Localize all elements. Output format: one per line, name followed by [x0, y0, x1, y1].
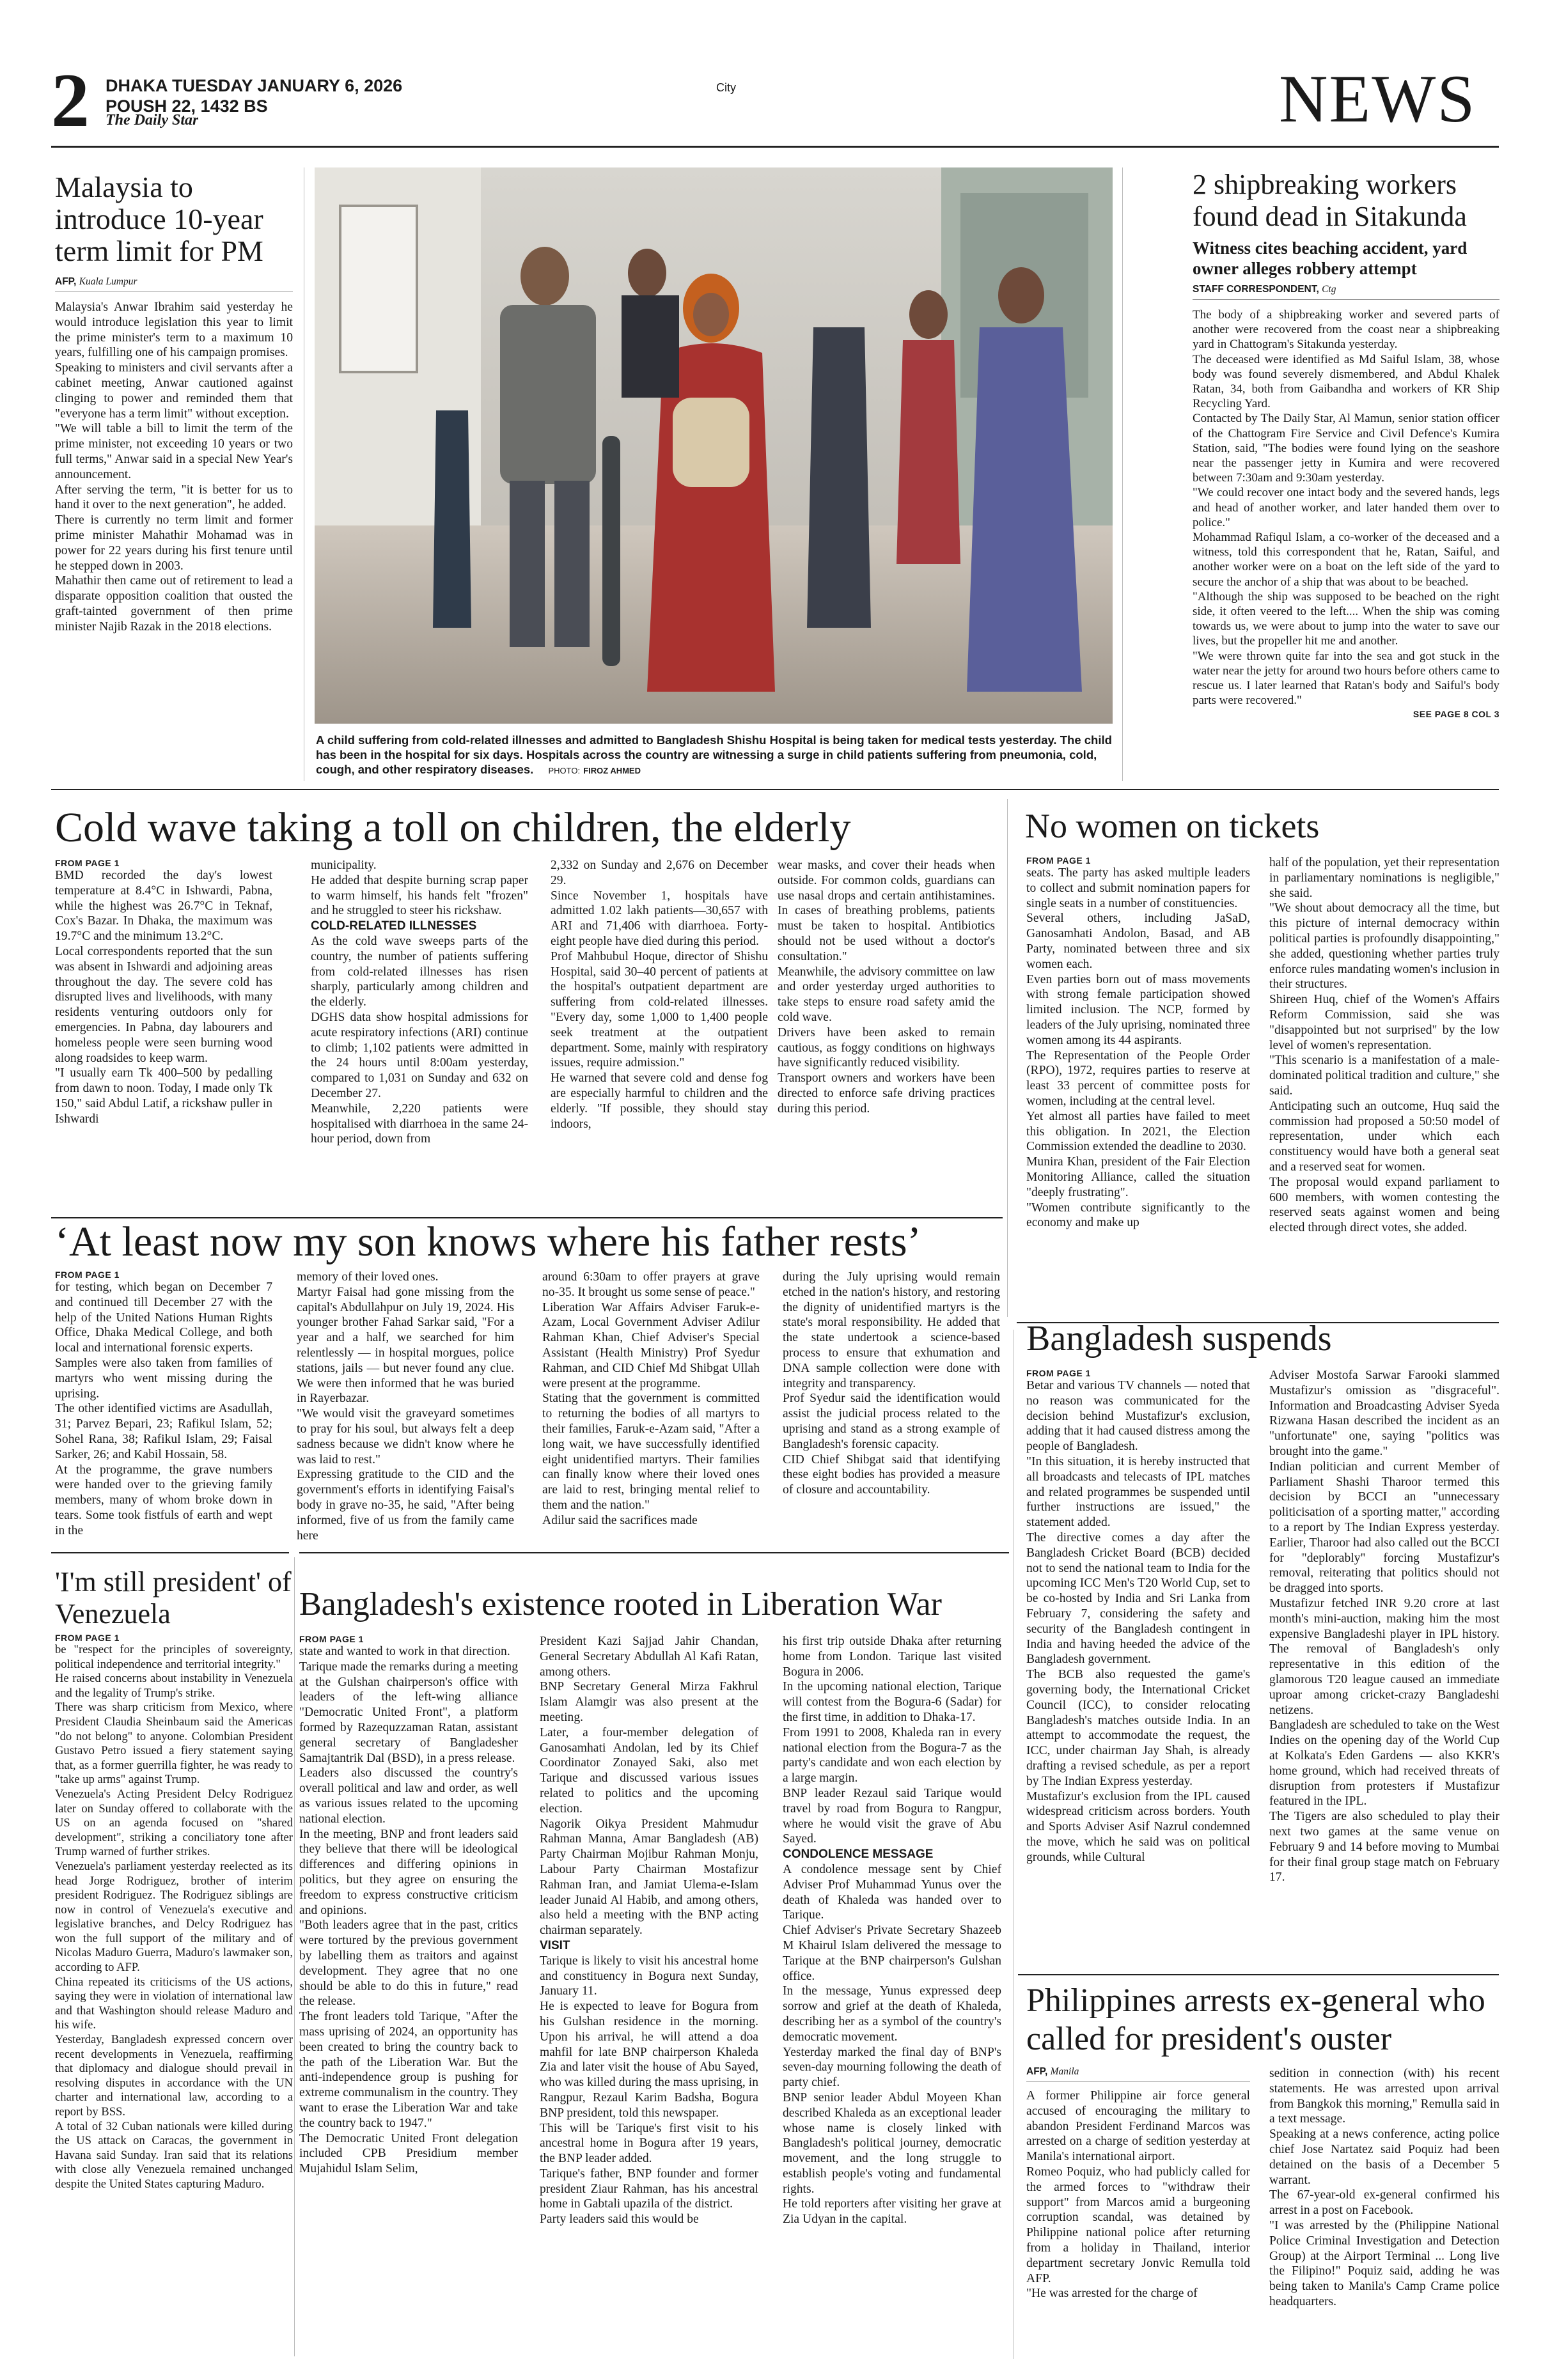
paragraph: "We were thrown quite far into the sea and got stuck in the water near the jetty for around two hours before others came to rescue us. I later learned that Ratan's body and Saiful's body parts were recovered."	[1193, 649, 1499, 708]
suspends-headline-wrap	[1026, 1318, 1499, 1359]
paragraph: The other identified victims are Asadullah, 31; Parvez Bepari, 23; Rafikul Islam, 52; Sohel Rana, 38; Rafikul Islam, 29; Faisal Sarker, 26; and Kabil Hossain, 58.	[55, 1402, 272, 1461]
paragraph: There was sharp criticism from Mexico, where President Claudia Sheinbaum said the Americas "do not belong" to anyone. Colombian President Gustavo Petro issued a fiery statement saying that, as a former guerrilla fighter, he was ready to "take up arms" against Trump.	[55, 1700, 293, 1787]
paragraph: Since November 1, hospitals have admitted 1.02 lakh patients—30,657 with ARI and 71,406 with diarrhoea. Forty-eight people have died during this period.	[551, 889, 768, 948]
paragraph: Speaking at a news conference, acting police chief Jose Nartatez said Poquiz had been detained on the basis of a December 5 warrant.	[1269, 2127, 1499, 2187]
paragraph: Mustafizur fetched INR 9.20 crore at last month's mini-auction, making him the most expensive Bangladeshi player in IPL history. The removal of Bangladesh's only representative in this edition of the glamorous T20 league caused an immediate uproar among cricket-crazy Bangladeshi netizens.	[1269, 1596, 1499, 1717]
paragraph: The Tigers are also scheduled to play their next two games at the same venue on February 9 and 14 before moving to Mumbai for their final group stage match on February 17.	[1269, 1810, 1499, 1885]
paragraph: "Women contribute significantly to the economy and make up	[1026, 1201, 1250, 1230]
date-text: DHAKA TUESDAY JANUARY 6, 2026	[106, 76, 403, 95]
paragraph: Adviser Mostofa Sarwar Farooki slammed Mustafizur's omission as "disgraceful". Information and Broadcasting Adviser Syeda Rizwana Hasan described the incident as an "unfortunate" one, saying "politics was brought into the game."	[1269, 1369, 1499, 1458]
paragraph: Yesterday, Bangladesh expressed concern over recent developments in Venezuela, reaffirming that diplomacy and dialogue should prevail in resolving disputes in accordance with the UN charter and international law, according to a report by BSS.	[55, 2033, 293, 2119]
page-number: 2	[51, 65, 87, 136]
paragraph: state and wanted to work in that direction.	[299, 1645, 510, 1658]
paragraph: seats. The party has asked multiple leaders to collect and submit nomination papers for single seats in a number of constituencies.	[1026, 866, 1250, 910]
liberation-headline-wrap	[299, 1585, 1009, 1624]
shipbreaking-story	[1193, 169, 1499, 719]
paragraph: In the meeting, BNP and front leaders said they believe that there will be ideological differences and differing opinions in politics, but they agree on ensuring the freedom to express constructive criticism and opinions.	[299, 1827, 518, 1917]
from-page: FROM PAGE 1	[1026, 1368, 1091, 1378]
from-page: FROM PAGE 1	[55, 1270, 120, 1280]
paragraph: during the July uprising would remain etched in the nation's history, and restoring the dignity of unidentified martyrs is the state's moral responsibility. He added that the state undertook a science-based process to ensure that exhumation and DNA sample collection were done with integrity and transparency.	[783, 1270, 1000, 1390]
paragraph: Shireen Huq, chief of the Women's Affairs Reform Commission, said she was "disappointed but not surprised" by the low level of women's representation.	[1269, 993, 1499, 1052]
paragraph: Mahathir then came out of retirement to lead a disparate opposition coalition that ousted the graft-tainted government of then prime minister Najib Razak in the 2018 elections.	[55, 574, 293, 634]
section-rule	[299, 1552, 1009, 1553]
malaysia-story	[55, 171, 293, 635]
paragraph: "In this situation, it is hereby instructed that all broadcasts and telecasts of IPL matches and related programmes be suspended until further instructions are issued," the statement added.	[1026, 1454, 1250, 1530]
venezuela-headline: 'I'm still president' of Venezuela	[55, 1566, 292, 1629]
paragraph: his first trip outside Dhaka after returning home from London. Tarique last visited Bogura in 2006.	[783, 1635, 1001, 1679]
paragraph: Samples were also taken from families of martyrs who went missing during the uprising.	[55, 1356, 272, 1401]
martyrs-story	[55, 1270, 1001, 1544]
dateline	[106, 75, 402, 116]
paragraph: Local correspondents reported that the sun was absent in Ishwardi and adjoining areas throughout the day. The severe cold has disrupted lives and livelihoods, with many residents venturing outdoors only for emergencies. In Pabna, day labourers and homeless people were seen burning wood along roadsides to keep warm.	[55, 944, 272, 1065]
daily-star-logo: The Daily Star	[106, 112, 199, 128]
byline-place: Manila	[1050, 2066, 1079, 2077]
paragraph: A condolence message sent by Chief Adviser Prof Muhammad Yunus over the death of Khaleda was handed over to Tarique.	[783, 1862, 1001, 1922]
paragraph: Even parties born out of mass movements with strong female participation showed limited inclusion. The NCP, formed by leaders of the July uprising, nominated three women among its 44 aspirants.	[1026, 972, 1250, 1047]
byline-place: Kuala Lumpur	[79, 276, 137, 287]
philippines-byline	[1026, 2066, 1250, 2082]
byline-place: Ctg	[1322, 284, 1336, 295]
condolence-subhead: CONDOLENCE MESSAGE	[783, 1847, 934, 1862]
bangla-date: POUSH 22, 1432 BS	[106, 97, 268, 116]
coldwave-col-4	[778, 858, 995, 1117]
martyrs-col-3	[542, 1270, 760, 1528]
philippines-col-2	[1269, 2066, 1499, 2310]
paragraph: half of the population, yet their representation in parliamentary nominations is negligible," she said.	[1269, 856, 1499, 900]
from-page: FROM PAGE 1	[1026, 855, 1091, 866]
paragraph: Yesterday marked the final day of BNP's seven-day mourning following the death of party chief.	[783, 2045, 1001, 2090]
paragraph: "We will table a bill to limit the term of the prime minister, not exceeding 10 years or two full terms," Anwar said in a special New Year's announcement.	[55, 422, 293, 481]
paragraph: In the upcoming national election, Tarique will contest from the Bogura-6 (Sadar) for the first time, in addition to Dhaka-17.	[783, 1680, 1001, 1724]
paragraph: Later, a four-member delegation of Ganosamhati Andolan, led by its Chief Coordinator Zonayed Saki, also met Tarique and discussed various issues related to politics and the upcoming election.	[540, 1725, 758, 1816]
byline-agency: AFP,	[55, 276, 77, 287]
paragraph: "We shout about democracy all the time, but this picture of internal democracy within political parties is profoundly disappointing," she added, questioning whether parties truly enforce rules mandating women's inclusion in their structures.	[1269, 901, 1499, 992]
masthead-rule	[51, 146, 1499, 148]
shipbreaking-body	[1193, 307, 1499, 708]
paragraph: "Both leaders agree that in the past, critics were tortured by the previous government by labelling them as traitors and against development. They agree that no one should be able to do this in future," read the release.	[299, 1918, 518, 2009]
paragraph: Tarique is likely to visit his ancestral home and constituency in Bogura next Sunday, January 11.	[540, 1954, 758, 1998]
suspends-story	[1026, 1368, 1499, 1963]
paragraph: "We would visit the graveyard sometimes to pray for his soul, but always felt a deep sadness because we didn't know where he was laid to rest."	[297, 1407, 514, 1466]
paragraph: "I was arrested by the (Philippine National Police Criminal Investigation and Detection Group) at the Airport Terminal ... Long live the Filipino!" Poquiz said, adding he was being taken to Manila's Camp Crame police headquarters.	[1269, 2218, 1499, 2308]
from-page: FROM PAGE 1	[55, 858, 120, 868]
paragraph: Liberation War Affairs Adviser Faruk-e-Azam, Local Government Adviser Adilur Rahman Khan, Chief Adviser's Special Assistant (Health Ministry) Prof Syedur Rahman, and CID Chief Md Shibgat Ullah were present at the programme.	[542, 1300, 760, 1390]
paragraph: He warned that severe cold and dense fog are especially harmful to children and the elderly. "If possible, they should stay indoors,	[551, 1071, 768, 1131]
paragraph: Drivers have been asked to remain cautious, as foggy conditions on highways have significantly reduced visibility.	[778, 1025, 995, 1070]
column-rule	[1122, 167, 1123, 781]
paragraph: The proposal would expand parliament to 600 members, with women contesting the reserved seats against women and being elected through direct votes, she added.	[1269, 1175, 1499, 1235]
liberation-col-2	[540, 1634, 758, 2227]
shipbreaking-byline	[1193, 284, 1499, 300]
paragraph: Several others, including JaSaD, Ganosamhati Andolon, Basad, and AB Party, nominated between three and six women each.	[1026, 912, 1250, 971]
paragraph: CID Chief Shibgat said that identifying these eight bodies has provided a measure of closure and accountability.	[783, 1452, 1000, 1497]
paragraph: He told reporters after visiting her grave at Zia Udyan in the capital.	[783, 2197, 1001, 2227]
coldwave-story	[55, 858, 995, 1216]
martyrs-headline-wrap	[55, 1218, 1008, 1266]
paragraph: Prof Syedur said the identification would assist the judicial process related to the uprising and stand as a strong example of Bangladesh's forensic capacity.	[783, 1392, 1000, 1451]
paragraph: President Kazi Sajjad Jahir Chandan, General Secretary Abdullah Al Kafi Ratan, among others.	[540, 1635, 758, 1679]
paragraph: There is currently no term limit and former prime minister Mahathir Mohamad was in power for 22 years during his first tenure until he stepped down in 2003.	[55, 513, 293, 573]
coldwave-col-3	[551, 858, 768, 1132]
paragraph: Meanwhile, the advisory committee on law and order yesterday urged authorities to take steps to ensure road safety amid the cold wave.	[778, 965, 995, 1024]
paragraph: Venezuela's Acting President Delcy Rodriguez later on Sunday offered to collaborate with the US on an agenda focused on "shared development", striking a conciliatory tone after Trump warned of further strikes.	[55, 1787, 293, 1859]
paragraph: around 6:30am to offer prayers at grave no-35. It brought us some sense of peace."	[542, 1270, 760, 1299]
shipbreaking-headline: 2 shipbreaking workers found dead in Sitakunda	[1193, 169, 1467, 232]
paragraph: "This scenario is a manifestation of a male-dominated political tradition and culture," she said.	[1269, 1054, 1499, 1098]
hospital-scene-image	[315, 167, 1113, 724]
photo-credit-name: FIROZ AHMED	[583, 766, 641, 775]
coldwave-headline: Cold wave taking a toll on children, the elderly	[55, 804, 851, 851]
coldwave-subhead: COLD-RELATED ILLNESSES	[311, 919, 477, 933]
paragraph: 2,332 on Sunday and 2,676 on December 29.	[551, 859, 768, 887]
paragraph: BNP leader Rezaul said Tarique would travel by road from Bogura to Rangpur, where he would visit the grave of Abu Sayed.	[783, 1786, 1001, 1846]
women-headline: No women on tickets	[1025, 807, 1320, 845]
paragraph: A total of 32 Cuban nationals were killed during the US attack on Caracas, the government in Havana said Sunday. Iran said that its relations with close ally Venezuela remained unchanged despite the United States capturing Maduro.	[55, 2119, 293, 2191]
suspends-col-2	[1269, 1368, 1499, 1885]
paragraph: Speaking to ministers and civil servants after a cabinet meeting, Anwar cautioned against clinging to power and reminded them that "everyone has a term limit" without exception.	[55, 361, 293, 421]
paragraph: As the cold wave sweeps parts of the country, the number of patients suffering from cold-related illnesses has risen sharply, particularly among children and the elderly.	[311, 934, 528, 1009]
martyrs-headline: ‘At least now my son knows where his father rests’	[55, 1218, 921, 1265]
paragraph: "I usually earn Tk 400–500 by pedalling from dawn to noon. Today, I made only Tk 150," said Abdul Latif, a rickshaw puller in Ishwardi	[55, 1066, 272, 1126]
paragraph: Leaders also discussed the country's overall political and law and order, as well as various issues related to the upcoming national election.	[299, 1766, 518, 1826]
photo-caption	[316, 733, 1113, 778]
paragraph: "We could recover one intact body and the severed hands, legs and head of another worker, and later handed them over to police."	[1193, 486, 1499, 529]
martyrs-col-1	[55, 1270, 272, 1539]
caption-text: A child suffering from cold-related illnesses and admitted to Bangladesh Shishu Hospital is being taken for medical tests yesterday. The child has been in the hospital for six days. Hospitals across the country are witnessing a surge in child patients suffering from pneumonia, cold, cough, and other respiratory diseases.	[316, 733, 1112, 776]
paragraph: Meanwhile, 2,220 patients were hospitalised with diarrhoea in the same 24-hour period, down from	[311, 1101, 528, 1146]
paragraph: China repeated its criticisms of the US actions, saying they were in violation of international law and that Washington should release Maduro and his wife.	[55, 1975, 293, 2032]
paragraph: Transport owners and workers have been directed to enforce safe driving practices during this period.	[778, 1071, 995, 1116]
section-rule	[51, 1552, 289, 1553]
paragraph: sedition in connection (with) his recent statements. He was arrested upon arrival from Bangkok this morning," Remulla said in a text message.	[1269, 2067, 1499, 2126]
from-page: FROM PAGE 1	[55, 1633, 120, 1643]
martyrs-col-2	[297, 1270, 514, 1543]
paragraph: The BCB also requested the game's governing body, the International Cricket Council (ICC), to consider relocating Bangladesh's matches outside India. In an attempt to accommodate the request, the ICC, under chairman Jay Shah, is already drafting a revised schedule, as per a report by The Indian Express yesterday.	[1026, 1668, 1250, 1788]
philippines-col-1	[1026, 2066, 1250, 2301]
paragraph: Bangladesh are scheduled to take on the West Indies on the opening day of the World Cup at Kolkata's Eden Gardens — also KKR's home ground, which had received threats of disruption from protesters if Mustafizur featured in the IPL.	[1269, 1718, 1499, 1808]
women-headline-wrap	[1025, 807, 1498, 845]
paragraph: Venezuela's parliament yesterday reelected as its head Jorge Rodriguez, brother of interim president Rodriguez. The Rodriguez siblings are now in control of Venezuela's executive and legislative branches, and Delcy Rodriguez has won the full support of the military and of Nicolas Maduro Guerra, Maduro's lawmaker son, according to AFP.	[55, 1859, 293, 1975]
paragraph: The directive comes a day after the Bangladesh Cricket Board (BCB) decided not to send the national team to India for the upcoming ICC Men's T20 World Cup, set to be co-hosted by India and Sri Lanka from February 7, considering the safety and security of the Bangladesh contingent in India and having heeded the advice of the Bangladesh government.	[1026, 1530, 1250, 1667]
paragraph: Prof Mahbubul Hoque, director of Shishu Hospital, said 30–40 percent of patients at the hospital's outpatient department are suffering from cold-related illnesses. "Every day, some 1,000 to 1,400 people seek treatment at the outpatient department. Some, mainly with respiratory issues, require admission."	[551, 949, 768, 1070]
section-rule	[51, 789, 1499, 790]
section-label-city: City	[716, 81, 736, 94]
women-col-1	[1026, 855, 1250, 1231]
malaysia-headline: Malaysia to introduce 10-year term limit for PM	[55, 171, 263, 267]
paragraph: Martyr Faisal had gone missing from the capital's Abdullahpur on July 19, 2024. His younger brother Fahad Sarkar said, "For a year and a half, we searched for him relentlessly — in hospital morgues, police stations, jails — but never found any clue. We were then informed that he was buried in Rayerbazar.	[297, 1285, 514, 1406]
coldwave-headline-wrap	[55, 804, 995, 852]
paragraph: Nagorik Oikya President Mahmudur Rahman Manna, Amar Bangladesh (AB) Party Chairman Mojibur Rahman Monju, Labour Party Chairman Mostafizur Rahman Iran, and Jamiat Ulema-e-Islam leader Junaid Al Habib, and among others, also held a meeting with the BNP acting chairman separately.	[540, 1817, 758, 1938]
paragraph: Romeo Poquiz, who had publicly called for the armed forces to "withdraw their support" from Marcos amid a burgeoning corruption scandal, was detained by Philippine national police after returning from a holiday in Thailand, interior department secretary Jonvic Remulla told AFP.	[1026, 2165, 1250, 2285]
section-rule	[1018, 1974, 1499, 1975]
paragraph: Party leaders said this would be	[540, 2213, 699, 2227]
paragraph: A former Philippine air force general accused of encouraging the military to abandon President Ferdinand Marcos was arrested on a charge of sedition yesterday at Manila's international airport.	[1026, 2089, 1250, 2164]
women-story	[1026, 855, 1499, 1328]
paragraph: Yet almost all parties have failed to meet this obligation. In 2021, the Election Commission extended the deadline to 2030.	[1026, 1109, 1250, 1154]
paragraph: He added that despite burning scrap paper to warm himself, his hands felt "frozen" and he struggled to steer his rickshaw.	[311, 873, 528, 918]
paragraph: He is expected to leave for Bogura from his Gulshan residence in the morning. Upon his arrival, he will attend a doa mahfil for late BNP chairperson Khaleda Zia and later visit the house of Abu Sayed, who was killed during the mass uprising, in Rangpur, Rezaul Karim Badsha, Bogura BNP president, told this newspaper.	[540, 2000, 758, 2120]
paragraph: DGHS data show hospital admissions for acute respiratory infections (ARI) continue to climb; 1,102 patients were admitted in the 24 hours until 8:00am yesterday, compared to 1,031 on Sunday and 632 on December 27.	[311, 1010, 528, 1100]
liberation-col-1	[299, 1634, 518, 2177]
paragraph: Indian politician and current Member of Parliament Shashi Tharoor termed this decision by BCCI an "unnecessary politicisation of a sporting matter," according to a report by The Indian Express yesterday. Earlier, Tharoor had also called out the BCCI for "deplorably" forcing Mustafizur's removal, reiterating that politics should not be dragged into sports.	[1269, 1459, 1499, 1596]
paragraph: "Although the ship was supposed to be beached on the right side, it often veered to the left.... When the ship was coming towards us, we were about to jump into the water to save our lives, but the propeller hit me and another.	[1193, 589, 1499, 648]
section-label-news: NEWS	[1279, 61, 1476, 136]
philippines-headline-wrap	[1026, 1982, 1499, 2058]
shipbreaking-subhead: Witness cites beaching accident, yard owner alleges robbery attempt	[1193, 238, 1468, 278]
visit-subhead: VISIT	[540, 1938, 570, 1952]
photo-credit-label: PHOTO:	[548, 766, 581, 775]
paragraph: wear masks, and cover their heads when outside. For common colds, guardians can use nasal drops and certain antihistamines. In cases of breathing problems, patients must be taken to hospital. Antibiotics should not be used without a doctor's consultation."	[778, 859, 995, 963]
hospital-photo	[315, 167, 1113, 724]
paragraph: He raised concerns about instability in Venezuela and the legality of Trump's strike.	[55, 1672, 293, 1700]
paragraph: BNP Secretary General Mirza Fakhrul Islam Alamgir was also present at the meeting.	[540, 1680, 758, 1724]
paragraph: BNP senior leader Abdul Moyeen Khan described Khaleda as an exceptional leader whose name is closely linked with Bangladesh's political journey, democratic movement, and the long struggle to establish people's voting and fundamental rights.	[783, 2090, 1001, 2196]
paragraph: Chief Adviser's Private Secretary Shazeeb M Khairul Islam delivered the message to Tarique at the BNP chairperson's Gulshan office.	[783, 1924, 1001, 1983]
byline-agency: AFP,	[1026, 2066, 1048, 2077]
malaysia-byline	[55, 276, 293, 292]
paragraph: The front leaders told Tarique, "After the mass uprising of 2024, an opportunity has been created to bring the country back to the path of the Liberation War. But the anti-independence group is pushing for extreme communalism in the country. They want to erase the Liberation War and take the country back to 1947."	[299, 2010, 518, 2130]
paragraph: Mustafizur's exclusion from the IPL caused widespread criticism across borders. Youth and Sports Adviser Asif Nazrul condemned the move, which he said was on political grounds, while Cultural	[1026, 1789, 1250, 1864]
paragraph: Stating that the government is committed to returning the bodies of all martyrs to their families, Faruk-e-Azam said, "After a long wait, we have successfully identified eight unidentified martyrs. Their families can finally know where their loved ones are laid to rest, bringing mental relief to them and the nation."	[542, 1392, 760, 1512]
coldwave-col-2	[311, 858, 528, 1147]
coldwave-col-1	[55, 858, 272, 1127]
philippines-story	[1026, 2066, 1499, 2360]
paragraph: Munira Khan, president of the Fair Election Monitoring Alliance, called the situation "deeply frustrating".	[1026, 1155, 1250, 1199]
philippines-headline: Philippines arrests ex-general who called for president's ouster	[1026, 1982, 1485, 2057]
paragraph: for testing, which began on December 7 and continued till December 27 with the help of the United Nations Human Rights Office, Dhaka Medical College, and both local and international forensic experts.	[55, 1280, 272, 1355]
paragraph: From 1991 to 2008, Khaleda ran in every national election from the Bogura-7 as the party's candidate and won each election by a large margin.	[783, 1725, 1001, 1785]
paragraph: be "respect for the principles of sovereignty, political independence and territorial integrity."	[55, 1643, 293, 1671]
paragraph: The Representation of the People Order (RPO), 1972, requires parties to reserve at least 33 percent of committee posts for women, including at the central level.	[1026, 1048, 1250, 1108]
liberation-col-3	[783, 1634, 1001, 2227]
paragraph: At the programme, the grave numbers were handed over to the grieving family members, many of whom broke down in tears. Some took fistfuls of earth and wept in the	[55, 1463, 272, 1537]
suspends-col-1	[1026, 1368, 1250, 1865]
paragraph: The body of a shipbreaking worker and severed parts of another were recovered from the coast near a shipbreaking yard in Chattogram's Sitakunda yesterday.	[1193, 308, 1499, 352]
paragraph: Expressing gratitude to the CID and the government's efforts in identifying Faisal's body in grave no-35, he said, "After being informed, five of us from the family came here	[297, 1468, 514, 1543]
paragraph: Adilur said the sacrifices made	[542, 1513, 698, 1527]
paragraph: municipality.	[311, 859, 377, 872]
paragraph: In the message, Yunus expressed deep sorrow and grief at the death of Khaleda, describing her as a symbol of the country's democratic movement.	[783, 1984, 1001, 2044]
paragraph: Betar and various TV channels — noted that no reason was communicated for the decision behind Mustafizur's exclusion, adding that it had caused distress among the people of Bangladesh.	[1026, 1379, 1250, 1454]
liberation-headline: Bangladesh's existence rooted in Liberation War	[299, 1586, 942, 1622]
paragraph: "He was arrested for the charge of	[1026, 2287, 1198, 2301]
paragraph: Anticipating such an outcome, Huq said the commission had proposed a 50:50 model of representation, under which each constituency would have both a general seat and a reserved seat for women.	[1269, 1099, 1499, 1174]
paragraph: The 67-year-old ex-general confirmed his arrest in a post on Facebook.	[1269, 2188, 1499, 2218]
paragraph: After serving the term, "it is better for us to hand it over to the next generation", he added.	[55, 483, 293, 512]
paragraph: The deceased were identified as Md Saiful Islam, 38, whose body was found severely dismembered, and Abdul Khalek Ratan, 34, both from Gaibandha and workers of KR Ship Recycling Yard.	[1193, 352, 1499, 411]
paragraph: BMD recorded the day's lowest temperature at 8.4°C in Ishwardi, Pabna, while the highest was 26.7°C in Teknaf, Cox's Bazar. In Dhaka, the maximum was 19.7°C and the minimum 13.2°C.	[55, 869, 272, 944]
from-page: FROM PAGE 1	[299, 1634, 364, 1644]
suspends-headline: Bangladesh suspends	[1026, 1319, 1332, 1358]
paragraph: The Democratic United Front delegation included CPB Presidium member Mujahidul Islam Selim,	[299, 2131, 518, 2176]
women-col-2	[1269, 855, 1499, 1236]
venezuela-body	[55, 1643, 293, 2192]
malaysia-body	[55, 300, 293, 635]
shipbreaking-jump: SEE PAGE 8 COL 3	[1413, 709, 1499, 720]
paragraph: This will be Tarique's first visit to his ancestral home in Bogura after 19 years, the BNP leader added.	[540, 2121, 758, 2166]
paragraph: Malaysia's Anwar Ibrahim said yesterday he would introduce legislation this year to limit the prime minister's term to a maximum 10 years, fulfilling one of his campaign promises.	[55, 300, 293, 360]
venezuela-story	[55, 1566, 293, 2359]
paragraph: Mohammad Rafiqul Islam, a co-worker of the deceased and a witness, told this correspondent that he, Ratan, Saiful, and another worker were on a boat on the left side of the yard to secure the anchor of a ship that was about to be beached.	[1193, 531, 1499, 589]
byline-agency: STAFF CORRESPONDENT,	[1193, 284, 1319, 295]
column-rule	[294, 1557, 295, 2356]
liberation-story	[299, 1634, 1009, 2363]
martyrs-col-4	[783, 1270, 1000, 1498]
paragraph: Tarique made the remarks during a meeting at the Gulshan chairperson's office with leaders of the left-wing alliance "Democratic United Front", a platform formed by Razequzzaman Ratan, assistant general secretary of Bangladesher Samajtantrik Dal (BSD), in a press release.	[299, 1660, 518, 1765]
paragraph: Contacted by The Daily Star, Al Mamun, senior station officer of the Chattogram Fire Service and Civil Defence's Kumira Station, said, "The bodies were found lying on the seashore near the passenger jetty in Kumira and were recovered between 7:30am and 9:30am yesterday.	[1193, 412, 1499, 485]
paragraph: memory of their loved ones.	[297, 1270, 439, 1284]
paragraph: Tarique's father, BNP founder and former president Ziaur Rahman, has his ancestral home in Gabtali upazila of the district.	[540, 2166, 758, 2211]
